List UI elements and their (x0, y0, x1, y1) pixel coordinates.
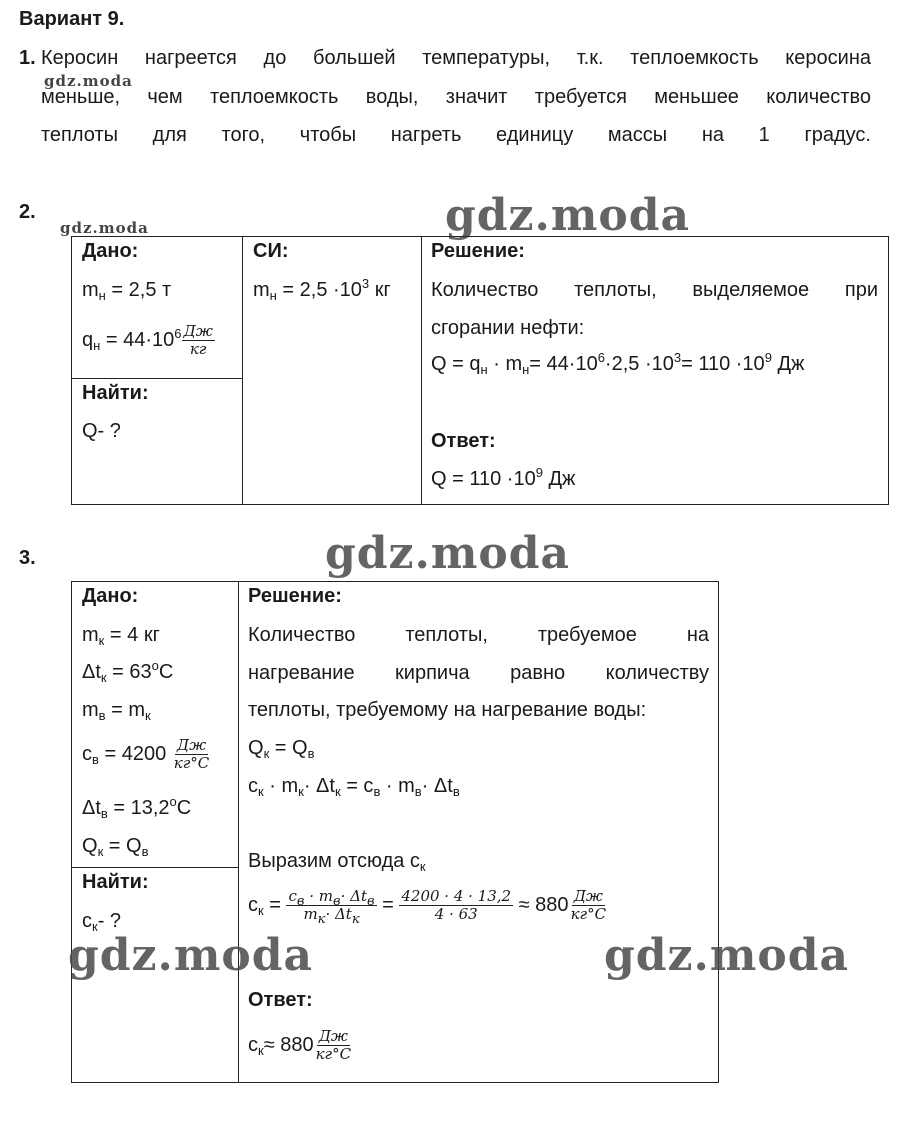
watermark-small: gdz.moda (60, 219, 149, 237)
given-water-heat: $c_в = 4200$ $\frac{Дж}{кг^\circ C}$ (82, 736, 210, 772)
task1-line-2: меньше, чем теплоемкость воды, значит требуется меньшее количество (41, 86, 871, 108)
given-header: Дано: (82, 585, 139, 607)
given-header: Дано: (82, 240, 139, 262)
task3-solution-cell (239, 582, 719, 1083)
solution-text-1: Количество теплоты, требуемое на (248, 624, 709, 646)
watermark-large: gdz.moda (604, 930, 850, 981)
task2-find-cell (72, 379, 243, 505)
given-brick-mass: $m_к = 4$ кг (82, 624, 160, 648)
solution-header: Решение: (248, 585, 342, 607)
given-heat-equality: $Q_к = Q_в$ (82, 835, 149, 859)
given-water-dt: $\Delta t_в = 13,2^oC$ (82, 794, 192, 821)
given-brick-dt: $\Delta t_к = 63^oC$ (82, 658, 174, 685)
solution-equation-2: $c_к \cdot m_к\cdot \Delta t_к = c_в \cdot m_в\cdot \Delta t_в$ (248, 775, 460, 799)
task2-number: 2. (19, 201, 36, 223)
si-header: СИ: (253, 240, 289, 262)
find-value: Q- ? (82, 420, 121, 442)
si-mass: $m_н = 2,5 \cdot 10^3$ кг (253, 276, 391, 303)
given-water-mass: $m_в = m_к$ (82, 699, 151, 723)
solution-text-2: нагревание кирпича равно количеству (248, 662, 709, 684)
solution-header: Решение: (431, 240, 525, 262)
solution-express: Выразим отсюда $c_к$ (248, 850, 426, 874)
find-header: Найти: (82, 871, 149, 893)
solution-text-1: Количество теплоты, выделяемое при (431, 279, 878, 301)
watermark-large: gdz.moda (68, 930, 314, 981)
given-specific-heat: $q_н = 44\cdot 10^6$ $\frac{Дж}{кг}$ (82, 322, 213, 358)
solution-equation: $Q = q_н \cdot m_н= 44\cdot 10^6\cdot 2,5 \cdot 10^3= 110 \cdot 10^9$ Дж (431, 350, 805, 377)
solution-formula: $c_к$ = $\frac{c_в \cdot m_в\cdot \Delta t_в}{m_к\cdot \Delta t_к}$ = $\frac{4200 \cdot 4 \cdot 13,2}{4 \cdot 63}$ ≈ 880 $\frac{Дж}{кг^\circ C}$ (248, 887, 607, 927)
task1-line-3: теплоты для того, чтобы нагреть единицу массы на 1 градус. (41, 124, 871, 146)
task2-solution-cell (422, 237, 889, 505)
page-title: Вариант 9. (19, 8, 125, 30)
task2-given-cell (72, 237, 243, 379)
find-value: $c_к-$ ? (82, 910, 122, 934)
answer-header: Ответ: (431, 430, 496, 452)
task3-given-cell (72, 582, 239, 868)
task1-line-1: Керосин нагреется до большей температуры, т.к. теплоемкость керосина (41, 47, 871, 69)
watermark-large: gdz.moda (445, 190, 691, 241)
answer-value: $c_к\approx 880$ $\frac{Дж}{кг^\circ C}$ (248, 1027, 352, 1063)
watermark-small: gdz.moda (44, 72, 133, 90)
task3-table (71, 581, 719, 1083)
solution-equation-1: $Q_к = Q_в$ (248, 737, 315, 761)
answer-value: $Q = 110 \cdot 10^9$ Дж (431, 465, 576, 490)
task2-table (71, 236, 889, 505)
task3-number: 3. (19, 547, 36, 569)
answer-header: Ответ: (248, 989, 313, 1011)
solution-text-3: теплоты, требуемому на нагревание воды: (248, 699, 647, 721)
task2-si-cell (243, 237, 422, 505)
given-mass: $m_н = 2,5$ т (82, 279, 172, 303)
task1-number: 1. (19, 47, 36, 69)
watermark-large: gdz.moda (325, 528, 571, 579)
find-header: Найти: (82, 382, 149, 404)
solution-text-2: сгорании нефти: (431, 317, 585, 339)
